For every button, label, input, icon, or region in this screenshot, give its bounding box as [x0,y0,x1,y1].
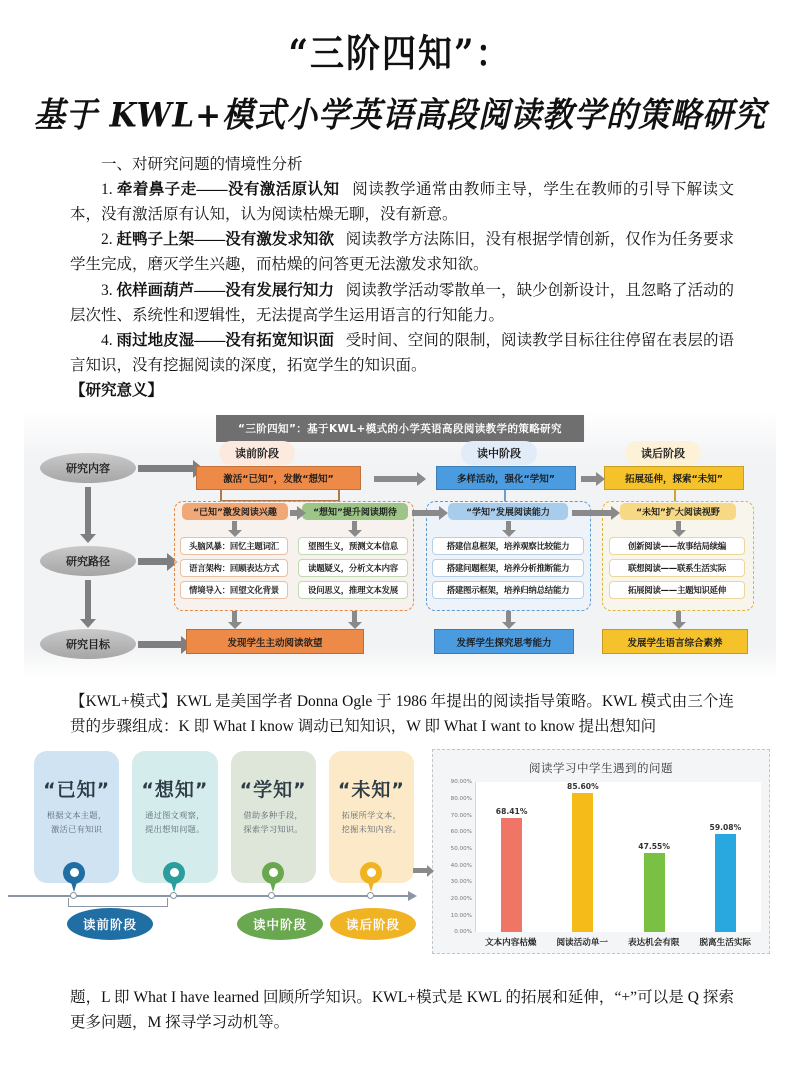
item-3-body: 阅读教学活动零散单一，缺少创新设计，且忽略了活动的层次性、系统性和逻辑性，无法提高学生运用语言的行知能力。 [70,281,735,324]
leaf-pre-1: 头脑风暴：回忆主题词汇 [180,537,288,555]
map-pin-icon-3 [262,862,284,892]
card-learned-desc-line2: 探索学习知识。 [243,824,303,835]
subpill-learned: “学知”发展阅读能力 [448,503,568,520]
item-3-number: 3. [101,281,113,299]
stage-label-mid: 读中阶段 [461,441,537,465]
section-heading: 一、对研究问题的情境性分析 [101,156,303,173]
arrow-content-to-stage [138,465,194,472]
timeline-dot-4 [367,892,374,899]
ytick-10: 10.00% [450,912,472,919]
bar-column-3 [626,782,682,932]
arrow-group-to-goal-3 [506,611,511,623]
ytick-30: 30.00% [450,879,472,886]
arrow-down-col2 [352,521,357,531]
ytick-40: 40.00% [450,862,472,869]
ytick-60: 60.00% [450,829,472,836]
card-unknown-desc-line2: 挖掘未知内容。 [341,824,402,835]
subpill-unknown: “未知”扩大阅读视野 [620,503,736,520]
topbox-pre: 激活“已知”，发散“想知” [196,466,361,490]
chart-y-axis [442,779,474,936]
subpill-want: “想知”提升阅读期待 [302,503,408,520]
xtick-1: 文本内容枯燥 [484,938,537,949]
ytick-20: 20.00% [450,895,472,902]
node-research-content: 研究内容 [40,453,136,483]
bar-value-4: 59.08% [709,822,742,832]
xtick-2: 阅读活动单一 [556,938,609,949]
timeline-dot-2 [170,892,177,899]
item-4-number: 4. [101,331,113,349]
arrow-group-to-goal-1 [232,611,237,623]
item-2-body: 阅读教学方法陈旧，没有根据学情创新，仅作为任务要求学生完成，磨灭学生兴趣，而枯燥的问答更无法激发求知欲。 [70,231,735,274]
card-want-desc-line2: 提出想知问题。 [145,824,205,835]
goal-mid: 发挥学生探究思考能力 [434,629,574,654]
timeline-axis [8,895,408,897]
subpill-known: “已知”激发阅读兴趣 [182,503,288,520]
bar-value-2: 85.60% [567,782,599,792]
ytick-0: 0.00% [454,929,472,936]
topbox-post: 拓展延伸，探索“未知” [604,466,744,490]
problems-bar-chart [432,749,770,954]
bar-4 [715,834,736,932]
timeline-bracket [68,898,168,907]
timeline-label-mid: 读中阶段 [237,908,323,940]
leaf-pre-3: 情境导入：回望文化背景 [180,581,288,599]
leaf-mid-1: 搭建信息框架，培养观察比较能力 [432,537,584,555]
card-learned-desc [243,809,302,837]
card-unknown-desc [342,809,401,837]
map-pin-icon-4 [360,862,382,892]
leaf-post-3: 拓展阅读——主题知识延伸 [609,581,745,599]
analysis-item-2 [70,227,734,277]
arrow-known-to-want [290,510,298,516]
item-3-lead: 依样画葫芦——没有发展行知力 [116,281,334,299]
arrow-group-to-goal-4 [676,611,681,623]
analysis-item-4 [70,328,734,378]
xtick-3: 表达机会有限 [627,938,680,949]
ytick-50: 50.00% [450,845,472,852]
node-research-path: 研究路径 [40,546,136,576]
chart-title: 阅读学习中学生遇到的问题 [529,761,673,776]
arrow-down-col4 [676,521,681,531]
timeline-dot-3 [268,892,275,899]
analysis-item-3 [70,278,734,328]
bar-column-4 [697,782,753,932]
arrow-into-chart [413,868,427,873]
arrow-goal-to-outcome [138,641,182,648]
bar-column-1 [484,782,540,932]
map-pin-icon-2 [163,862,185,892]
title-line-2: 基于 KWL+模式小学英语高段阅读教学的策略研究 [33,95,767,136]
goal-post: 发展学生语言综合素养 [602,629,748,654]
xtick-4: 脱离生活实际 [699,938,752,949]
item-4-body: 受时间、空间的限制，阅读教学目标往往停留在表层的语言知识，没有挖掘阅读的深度，拓宽学生的知识面。 [70,331,735,374]
card-known-desc-line1: 根据文本主题， [46,810,107,821]
node-research-goal: 研究目标 [40,629,136,659]
item-2-number: 2. [101,231,113,249]
spine-arrow-1 [85,487,91,535]
arrow-mid-to-post [581,476,597,482]
kwl-tail-paragraph [0,967,800,1035]
leaf-post-2: 联想阅读——联系生活实际 [609,559,745,577]
kwl-definition-paragraph [0,679,800,739]
arrow-path-to-group [138,558,168,565]
ytick-80: 80.00% [450,795,472,802]
leaf-pre-6: 设问思义，推理文本发展 [298,581,408,599]
timeline-label-post: 读后阶段 [330,908,416,940]
arrow-group-to-goal-2 [352,611,357,623]
bar-1 [501,818,522,932]
timeline-label-pre: 读前阶段 [67,908,153,940]
ytick-70: 70.00% [450,812,472,819]
ytick-90: 90.00% [450,779,472,786]
item-1-lead: 牵着鼻子走——没有激活原认知 [116,181,340,199]
map-pin-icon-1 [63,862,85,892]
arrow-pre-to-mid [374,476,418,482]
card-unknown-desc-line1: 拓展所学文本， [341,810,402,821]
tail-paragraph-text: 题，L 即 What I have learned 回顾所学知识。KWL+模式是 KWL 的拓展和延伸，“+”可以是 Q 探索更多问题，M 探寻学习动机等。 [70,988,734,1031]
bar-value-1: 68.41% [495,807,528,817]
chart-x-axis [475,936,761,948]
four-knowledge-figure [0,745,800,967]
leaf-mid-2: 搭建问题框架，培养分析推断能力 [432,559,584,577]
card-learned-title: “学知” [239,779,307,802]
item-1-body: 阅读教学通常由教师主导，学生在教师的引导下解读文本，没有激活原有认知，认为阅读枯燥无聊，没有新意。 [70,181,734,224]
card-want-title: “想知” [141,779,209,802]
leaf-pre-4: 望图生义，预测文本信息 [298,537,408,555]
strategy-flow-diagram [24,411,776,679]
leaf-mid-3: 搭建图示框架，培养归纳总结能力 [432,581,584,599]
card-known-title: “已知” [43,779,111,802]
diagram-banner: “三阶四知”：基于KWL+模式的小学英语高段阅读教学的策略研究 [216,415,584,442]
stage-label-post: 读后阶段 [625,441,701,465]
leaf-post-1: 创新阅读——故事结局续编 [609,537,745,555]
leaf-pre-2: 语言架构：回顾表达方式 [180,559,288,577]
card-known-desc [47,809,106,837]
chart-plot-area [450,779,761,936]
chart-bars [476,782,761,932]
card-want-desc-line1: 通过图文观察， [145,810,205,821]
arrow-learned-to-unknown [572,510,612,516]
page-title [0,0,800,140]
title-line-1: “三阶四知”： [288,32,512,77]
connector-pre-right [338,490,340,501]
arrow-down-col3 [506,521,511,531]
bar-2 [572,793,593,932]
analysis-item-1 [70,177,734,227]
spine-arrow-2 [85,580,91,620]
bar-value-3: 47.55% [638,842,670,852]
item-2-lead: 赶鸭子上架——没有激发求知欲 [116,231,334,249]
kwl-paragraph-text: 【KWL+模式】KWL 是美国学者 Donna Ogle 于 1986 年提出的阅读指导策略。KWL 模式由三个连贯的步骤组成：K 即 What I know 调动已知知识，W 即 What I want to know 提出想知问 [70,693,734,736]
bar-column-2 [555,782,611,932]
stage-label-pre: 读前阶段 [219,441,295,465]
topbox-mid: 多样活动，强化“学知” [436,466,576,490]
item-4-lead: 雨过地皮湿——没有拓宽知识面 [116,331,334,349]
card-want-desc [145,809,204,837]
card-unknown-title: “未知” [337,779,405,802]
goal-pre: 发现学生主动阅读欲望 [186,629,364,654]
item-1-number: 1. [101,181,113,199]
card-learned-desc-line1: 借助多种手段， [243,810,303,821]
leaf-pre-5: 读题疑义，分析文本内容 [298,559,408,577]
bar-3 [644,853,665,932]
analysis-section [0,140,800,403]
knowledge-card-group [34,751,414,883]
significance-heading: 【研究意义】 [70,381,164,399]
arrow-want-to-learned [412,510,440,516]
arrow-down-col1 [232,521,237,531]
card-known-desc-line2: 激活已有知识 [51,824,103,835]
